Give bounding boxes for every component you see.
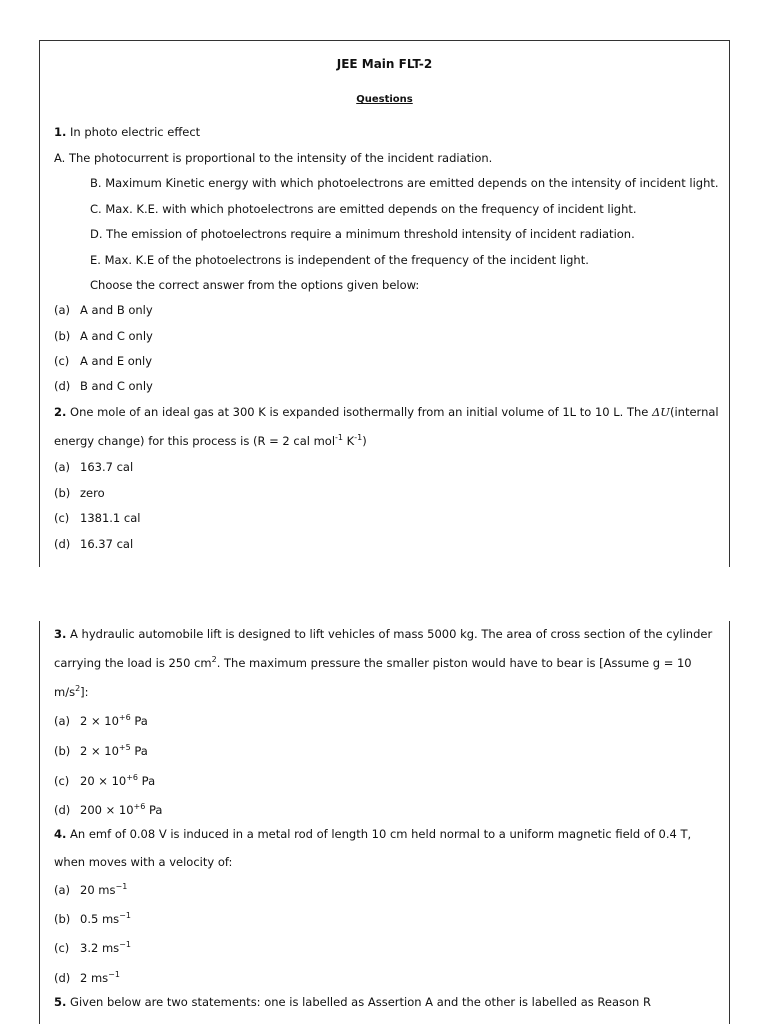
question-text: In photo electric effect xyxy=(70,125,201,139)
statement-d: D. The emission of photoelectrons require a minimum threshold intensity of incident radiation. xyxy=(90,227,635,241)
option xyxy=(54,971,120,985)
superscript: -1 xyxy=(335,433,344,443)
option-letter: (a) xyxy=(54,460,71,474)
question-1 xyxy=(54,125,200,139)
document-title: JEE Main FLT-2 xyxy=(336,57,433,71)
option-text: 2 ms xyxy=(80,971,109,985)
option xyxy=(54,803,162,817)
question-text: carrying the load is 250 cm xyxy=(54,656,212,670)
option xyxy=(54,912,131,926)
question-number: 2. xyxy=(54,405,67,419)
option-letter: (a) xyxy=(54,883,71,897)
question-number: 4. xyxy=(54,827,67,841)
option-letter: (c) xyxy=(54,354,70,368)
option xyxy=(54,303,153,317)
option-text: 200 × 10 xyxy=(80,803,134,817)
option xyxy=(54,354,152,368)
question-text: ) xyxy=(362,434,367,448)
option-letter: (c) xyxy=(54,511,70,525)
option xyxy=(54,883,127,897)
option xyxy=(54,537,133,551)
option-letter: (b) xyxy=(54,744,71,758)
superscript: −1 xyxy=(108,970,120,980)
statement-b: B. Maximum Kinetic energy with which photoelectrons are emitted depends on the intensity of incident light. xyxy=(90,176,719,190)
option-unit: Pa xyxy=(138,774,156,788)
option-text: A and C only xyxy=(80,329,153,343)
superscript: +6 xyxy=(126,773,139,783)
option-text: B and C only xyxy=(80,379,153,393)
instruction-text: Choose the correct answer from the options given below: xyxy=(90,278,420,292)
statement-c: C. Max. K.E. with which photoelectrons are emitted depends on the frequency of incident light. xyxy=(90,202,637,216)
question-text: An emf of 0.08 V is induced in a metal rod of length 10 cm held normal to a uniform magnetic field of 0.4 T, xyxy=(70,827,692,841)
question-text: energy change) for this process is (R = 2 cal mol xyxy=(54,434,336,448)
superscript: −1 xyxy=(119,911,131,921)
superscript: 2 xyxy=(75,684,81,694)
option-text: A and B only xyxy=(80,303,153,317)
option-letter: (a) xyxy=(54,303,71,317)
question-text: K xyxy=(343,434,355,448)
option-text: 2 × 10 xyxy=(80,744,119,758)
option-text: 1381.1 cal xyxy=(80,511,141,525)
option-letter: (b) xyxy=(54,912,71,926)
option-unit: Pa xyxy=(145,803,163,817)
option-text: 2 × 10 xyxy=(80,714,119,728)
question-text: A hydraulic automobile lift is designed to lift vehicles of mass 5000 kg. The area of cross section of the cylinder xyxy=(70,627,713,641)
option xyxy=(54,460,133,474)
question-text: (internal xyxy=(670,405,719,419)
option xyxy=(54,744,148,758)
question-2 xyxy=(54,405,719,419)
statement-e: E. Max. K.E of the photoelectrons is independent of the frequency of the incident light. xyxy=(90,253,589,267)
option-letter: (c) xyxy=(54,774,70,788)
superscript: −1 xyxy=(115,882,128,892)
question-text: One mole of an ideal gas at 300 K is expanded isothermally from an initial volume of 1L to 10 L. The xyxy=(70,405,652,419)
superscript: 2 xyxy=(211,655,217,665)
question-text: m/s xyxy=(54,685,76,699)
option-text: A and E only xyxy=(80,354,153,368)
question-text: ]: xyxy=(80,685,89,699)
question-3-line-2 xyxy=(54,656,692,670)
option-letter: (d) xyxy=(54,379,71,393)
superscript: −1 xyxy=(119,940,131,950)
question-3 xyxy=(54,627,712,641)
page-2 xyxy=(39,621,730,1024)
option xyxy=(54,941,131,955)
option xyxy=(54,511,140,525)
option-text: 0.5 ms xyxy=(80,912,120,926)
option-text: zero xyxy=(80,486,105,500)
question-number: 5. xyxy=(54,995,67,1009)
superscript: +6 xyxy=(118,713,131,723)
superscript: +5 xyxy=(118,743,131,753)
option-text: 20 ms xyxy=(80,883,116,897)
option-unit: Pa xyxy=(130,744,148,758)
question-text: Given below are two statements: one is labelled as Assertion A and the other is labelled as Reason R xyxy=(70,995,651,1009)
option xyxy=(54,486,105,500)
delta-u-symbol: ΔU xyxy=(652,405,670,419)
question-2-line-2 xyxy=(54,434,367,448)
option-unit: Pa xyxy=(130,714,148,728)
option-text: 3.2 ms xyxy=(80,941,120,955)
option-letter: (a) xyxy=(54,714,71,728)
superscript: -1 xyxy=(354,433,363,443)
question-number: 1. xyxy=(54,125,67,139)
option xyxy=(54,774,155,788)
option-letter: (b) xyxy=(54,329,71,343)
question-4-line-2: when moves with a velocity of: xyxy=(54,855,233,869)
option-text: 163.7 cal xyxy=(80,460,134,474)
option-letter: (d) xyxy=(54,971,71,985)
question-number: 3. xyxy=(54,627,67,641)
option xyxy=(54,714,148,728)
question-5 xyxy=(54,995,651,1009)
option-letter: (c) xyxy=(54,941,70,955)
option-text: 20 × 10 xyxy=(80,774,127,788)
superscript: +6 xyxy=(133,802,146,812)
section-heading: Questions xyxy=(356,94,413,105)
option xyxy=(54,379,153,393)
question-text: . The maximum pressure the smaller piston would have to bear is [Assume g = 10 xyxy=(216,656,692,670)
question-4 xyxy=(54,827,691,841)
option-letter: (b) xyxy=(54,486,71,500)
option-letter: (d) xyxy=(54,803,71,817)
option-letter: (d) xyxy=(54,537,71,551)
question-3-line-3 xyxy=(54,685,89,699)
option xyxy=(54,329,153,343)
page-1 xyxy=(39,40,730,567)
option-text: 16.37 cal xyxy=(80,537,134,551)
statement-a: A. The photocurrent is proportional to the intensity of the incident radiation. xyxy=(54,151,493,165)
